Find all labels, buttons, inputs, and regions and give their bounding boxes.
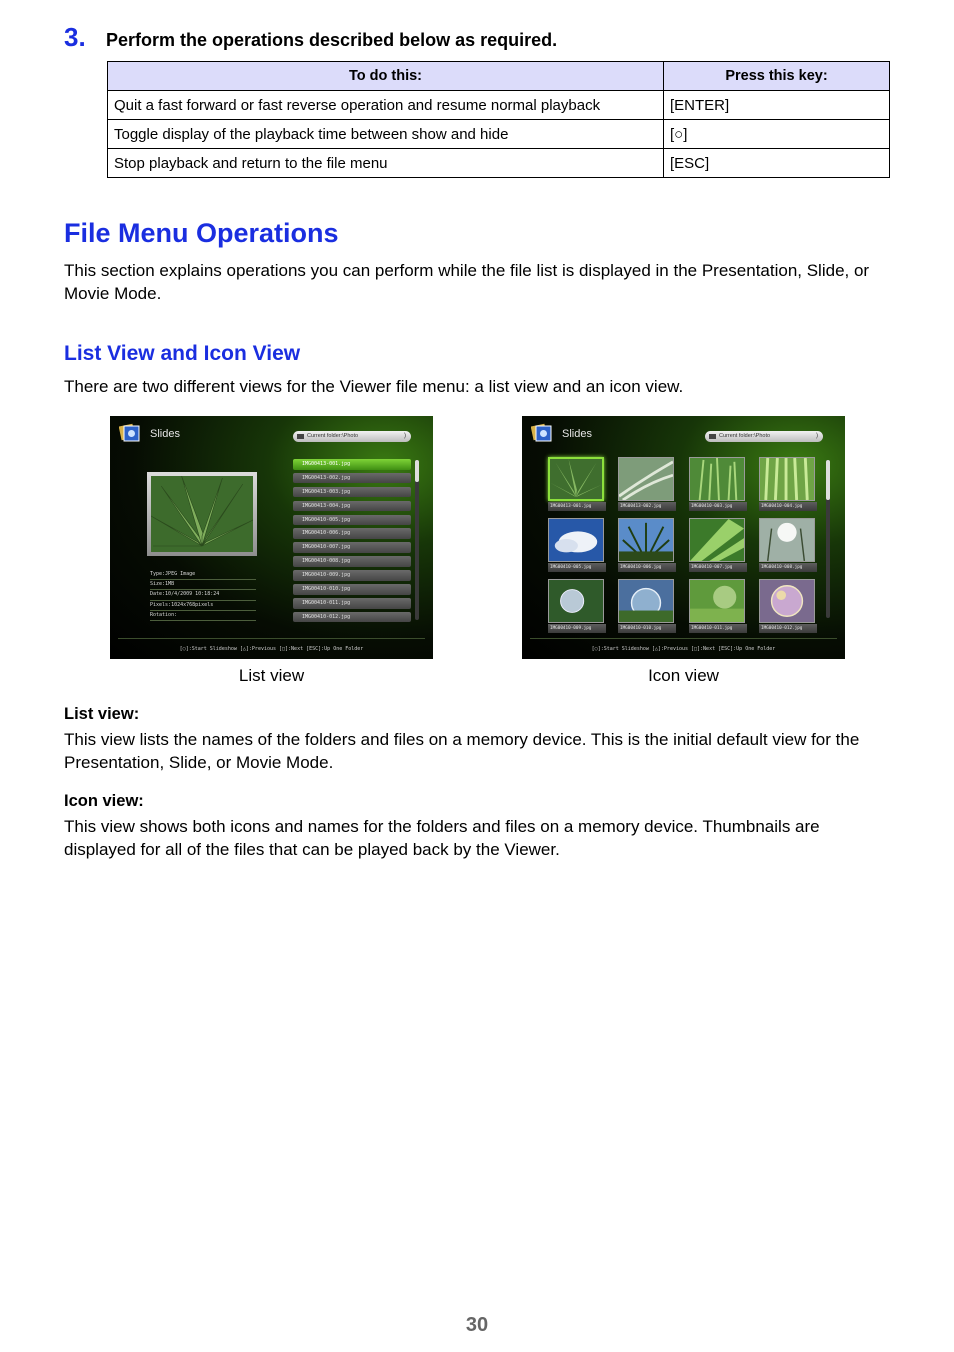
thumbnail-item[interactable]: [548, 579, 606, 635]
step-number: 3.: [64, 22, 86, 52]
folder-chevron: ): [816, 433, 818, 439]
thumbnail-caption: IMG00410-008.jpg: [759, 563, 817, 572]
thumbnail-caption: IMG00410-009.jpg: [548, 624, 606, 633]
list-view-screenshot: [110, 416, 433, 659]
current-folder-path: Current folder:\Photo: [719, 433, 771, 439]
slides-app-icon: [531, 422, 553, 444]
app-header: [522, 416, 845, 452]
thumbnail-item[interactable]: [759, 457, 817, 513]
preview-thumbnail: [151, 476, 253, 552]
current-folder-bar: [293, 431, 411, 442]
file-info-pixels: Pixels:1024x768pixels: [150, 601, 256, 611]
app-header: [110, 416, 433, 452]
icon-view-screenshot: [522, 416, 845, 659]
footer-divider: [118, 638, 425, 639]
list-item[interactable]: IMG00413-004.jpg: [293, 501, 411, 512]
list-scrollbar[interactable]: [415, 460, 419, 620]
table-cell-key: [○]: [664, 120, 890, 149]
thumbnail-item[interactable]: [618, 518, 676, 574]
page-number: 30: [465, 1314, 489, 1336]
list-view-description: This view lists the names of the folders and files on a memory device. This is the initial default view for the Presentation, Slide, or Movie Mode.: [64, 730, 860, 772]
folder-icon: [709, 434, 716, 439]
table-row: [108, 91, 890, 120]
thumbnail-image: [548, 579, 604, 623]
thumbnail-image: [618, 579, 674, 623]
list-item[interactable]: IMG00410-006.jpg: [293, 528, 411, 539]
thumbnail-image: [689, 457, 745, 501]
table-row: [108, 149, 890, 178]
list-scrollbar-thumb[interactable]: [415, 460, 419, 482]
list-item[interactable]: IMG00410-010.jpg: [293, 584, 411, 595]
file-info-type: Type:JPEG Image: [150, 570, 256, 580]
thumbnail-image: [618, 457, 674, 501]
file-info-panel: [150, 570, 256, 621]
thumbnail-image: [618, 518, 674, 562]
thumbnail-image: [759, 518, 815, 562]
table-cell-action: Quit a fast forward or fast reverse operation and resume normal playback: [108, 91, 664, 120]
thumbnail-caption: IMG00413-001.jpg: [548, 502, 606, 511]
thumbnail-caption: IMG00410-006.jpg: [618, 563, 676, 572]
thumbnail-item[interactable]: [759, 518, 817, 574]
thumbnail-caption: IMG00410-003.jpg: [689, 502, 747, 511]
thumbnail-item[interactable]: [548, 457, 606, 513]
thumbnail-caption: IMG00410-012.jpg: [759, 624, 817, 633]
table-header-action: To do this:: [108, 62, 664, 91]
folder-icon: [297, 434, 304, 439]
icon-view-caption: Icon view: [648, 666, 719, 685]
thumbnail-item[interactable]: [759, 579, 817, 635]
table-cell-action: Stop playback and return to the file menu: [108, 149, 664, 178]
thumbnail-caption: IMG00410-005.jpg: [548, 563, 606, 572]
list-item[interactable]: IMG00410-009.jpg: [293, 570, 411, 581]
folder-chevron: ): [404, 433, 406, 439]
list-item[interactable]: IMG00410-011.jpg: [293, 598, 411, 609]
list-item[interactable]: IMG00413-001.jpg: [293, 459, 411, 470]
thumbnail-caption: IMG00410-007.jpg: [689, 563, 747, 572]
thumbnail-image: [759, 457, 815, 501]
app-title: Slides: [562, 428, 592, 440]
footer-hints: [○]:Start Slideshow [△]:Previous [□]:Next [ESC]:Up One Folder: [179, 646, 364, 652]
thumbnail-caption: IMG00410-010.jpg: [618, 624, 676, 633]
list-item[interactable]: IMG00410-008.jpg: [293, 556, 411, 567]
table-header-key: Press this key:: [664, 62, 890, 91]
thumbnail-image: [759, 579, 815, 623]
file-info-rotation: Rotation:: [150, 611, 256, 621]
list-item[interactable]: IMG00410-007.jpg: [293, 542, 411, 553]
list-item[interactable]: IMG00410-012.jpg: [293, 612, 411, 623]
icon-scrollbar-thumb[interactable]: [826, 460, 830, 500]
list-item[interactable]: IMG00413-003.jpg: [293, 487, 411, 498]
section-intro: This section explains operations you can perform while the file list is displayed in the Presentation, Slide, or Movie Mode.: [64, 261, 870, 303]
thumbnail-caption: IMG00410-011.jpg: [689, 624, 747, 633]
step-3: [64, 22, 557, 53]
thumbnail-image: [548, 518, 604, 562]
key-operations-table: [107, 61, 890, 178]
current-folder-bar: [705, 431, 823, 442]
thumbnail-item[interactable]: [689, 579, 747, 635]
thumbnail-caption: IMG00410-004.jpg: [759, 502, 817, 511]
thumbnail-item[interactable]: [618, 579, 676, 635]
table-cell-key: [ENTER]: [664, 91, 890, 120]
preview-frame: [147, 472, 257, 556]
step-text: Perform the operations described below as required.: [106, 30, 558, 50]
thumbnail-image: [689, 518, 745, 562]
footer-hints: [○]:Start Slideshow [△]:Previous [□]:Next [ESC]:Up One Folder: [591, 646, 776, 652]
thumbnail-image: [548, 457, 604, 501]
table-cell-action: Toggle display of the playback time between show and hide: [108, 120, 664, 149]
file-info-size: Size:1MB: [150, 580, 256, 590]
section-title: File Menu Operations: [64, 218, 339, 248]
table-header-row: [108, 62, 890, 91]
file-list: [293, 459, 411, 626]
table-cell-key: [ESC]: [664, 149, 890, 178]
list-item[interactable]: IMG00413-002.jpg: [293, 473, 411, 484]
slides-app-icon: [119, 422, 141, 444]
app-title: Slides: [150, 428, 180, 440]
subsection-intro: There are two different views for the Viewer file menu: a list view and an icon view.: [64, 377, 684, 396]
thumbnail-item[interactable]: [689, 457, 747, 513]
icon-view-description: This view shows both icons and names for the folders and files on a memory device. Thumbnails are displayed for all of the files that can be played back by the Viewer.: [64, 817, 820, 859]
thumbnail-item[interactable]: [548, 518, 606, 574]
thumbnail-caption: IMG00413-002.jpg: [618, 502, 676, 511]
footer-divider: [530, 638, 837, 639]
file-info-date: Date:10/4/2009 10:18:24: [150, 590, 256, 600]
current-folder-path: Current folder:\Photo: [307, 433, 359, 439]
thumbnail-item[interactable]: [689, 518, 747, 574]
table-row: [108, 120, 890, 149]
list-view-label: List view:: [64, 705, 140, 723]
icon-view-label: Icon view:: [64, 792, 144, 810]
list-item[interactable]: IMG00410-005.jpg: [293, 515, 411, 526]
thumbnail-item[interactable]: [618, 457, 676, 513]
thumbnail-image: [689, 579, 745, 623]
subsection-title: List View and Icon View: [64, 342, 301, 365]
list-view-caption: List view: [238, 666, 305, 685]
icon-scrollbar[interactable]: [826, 460, 830, 618]
